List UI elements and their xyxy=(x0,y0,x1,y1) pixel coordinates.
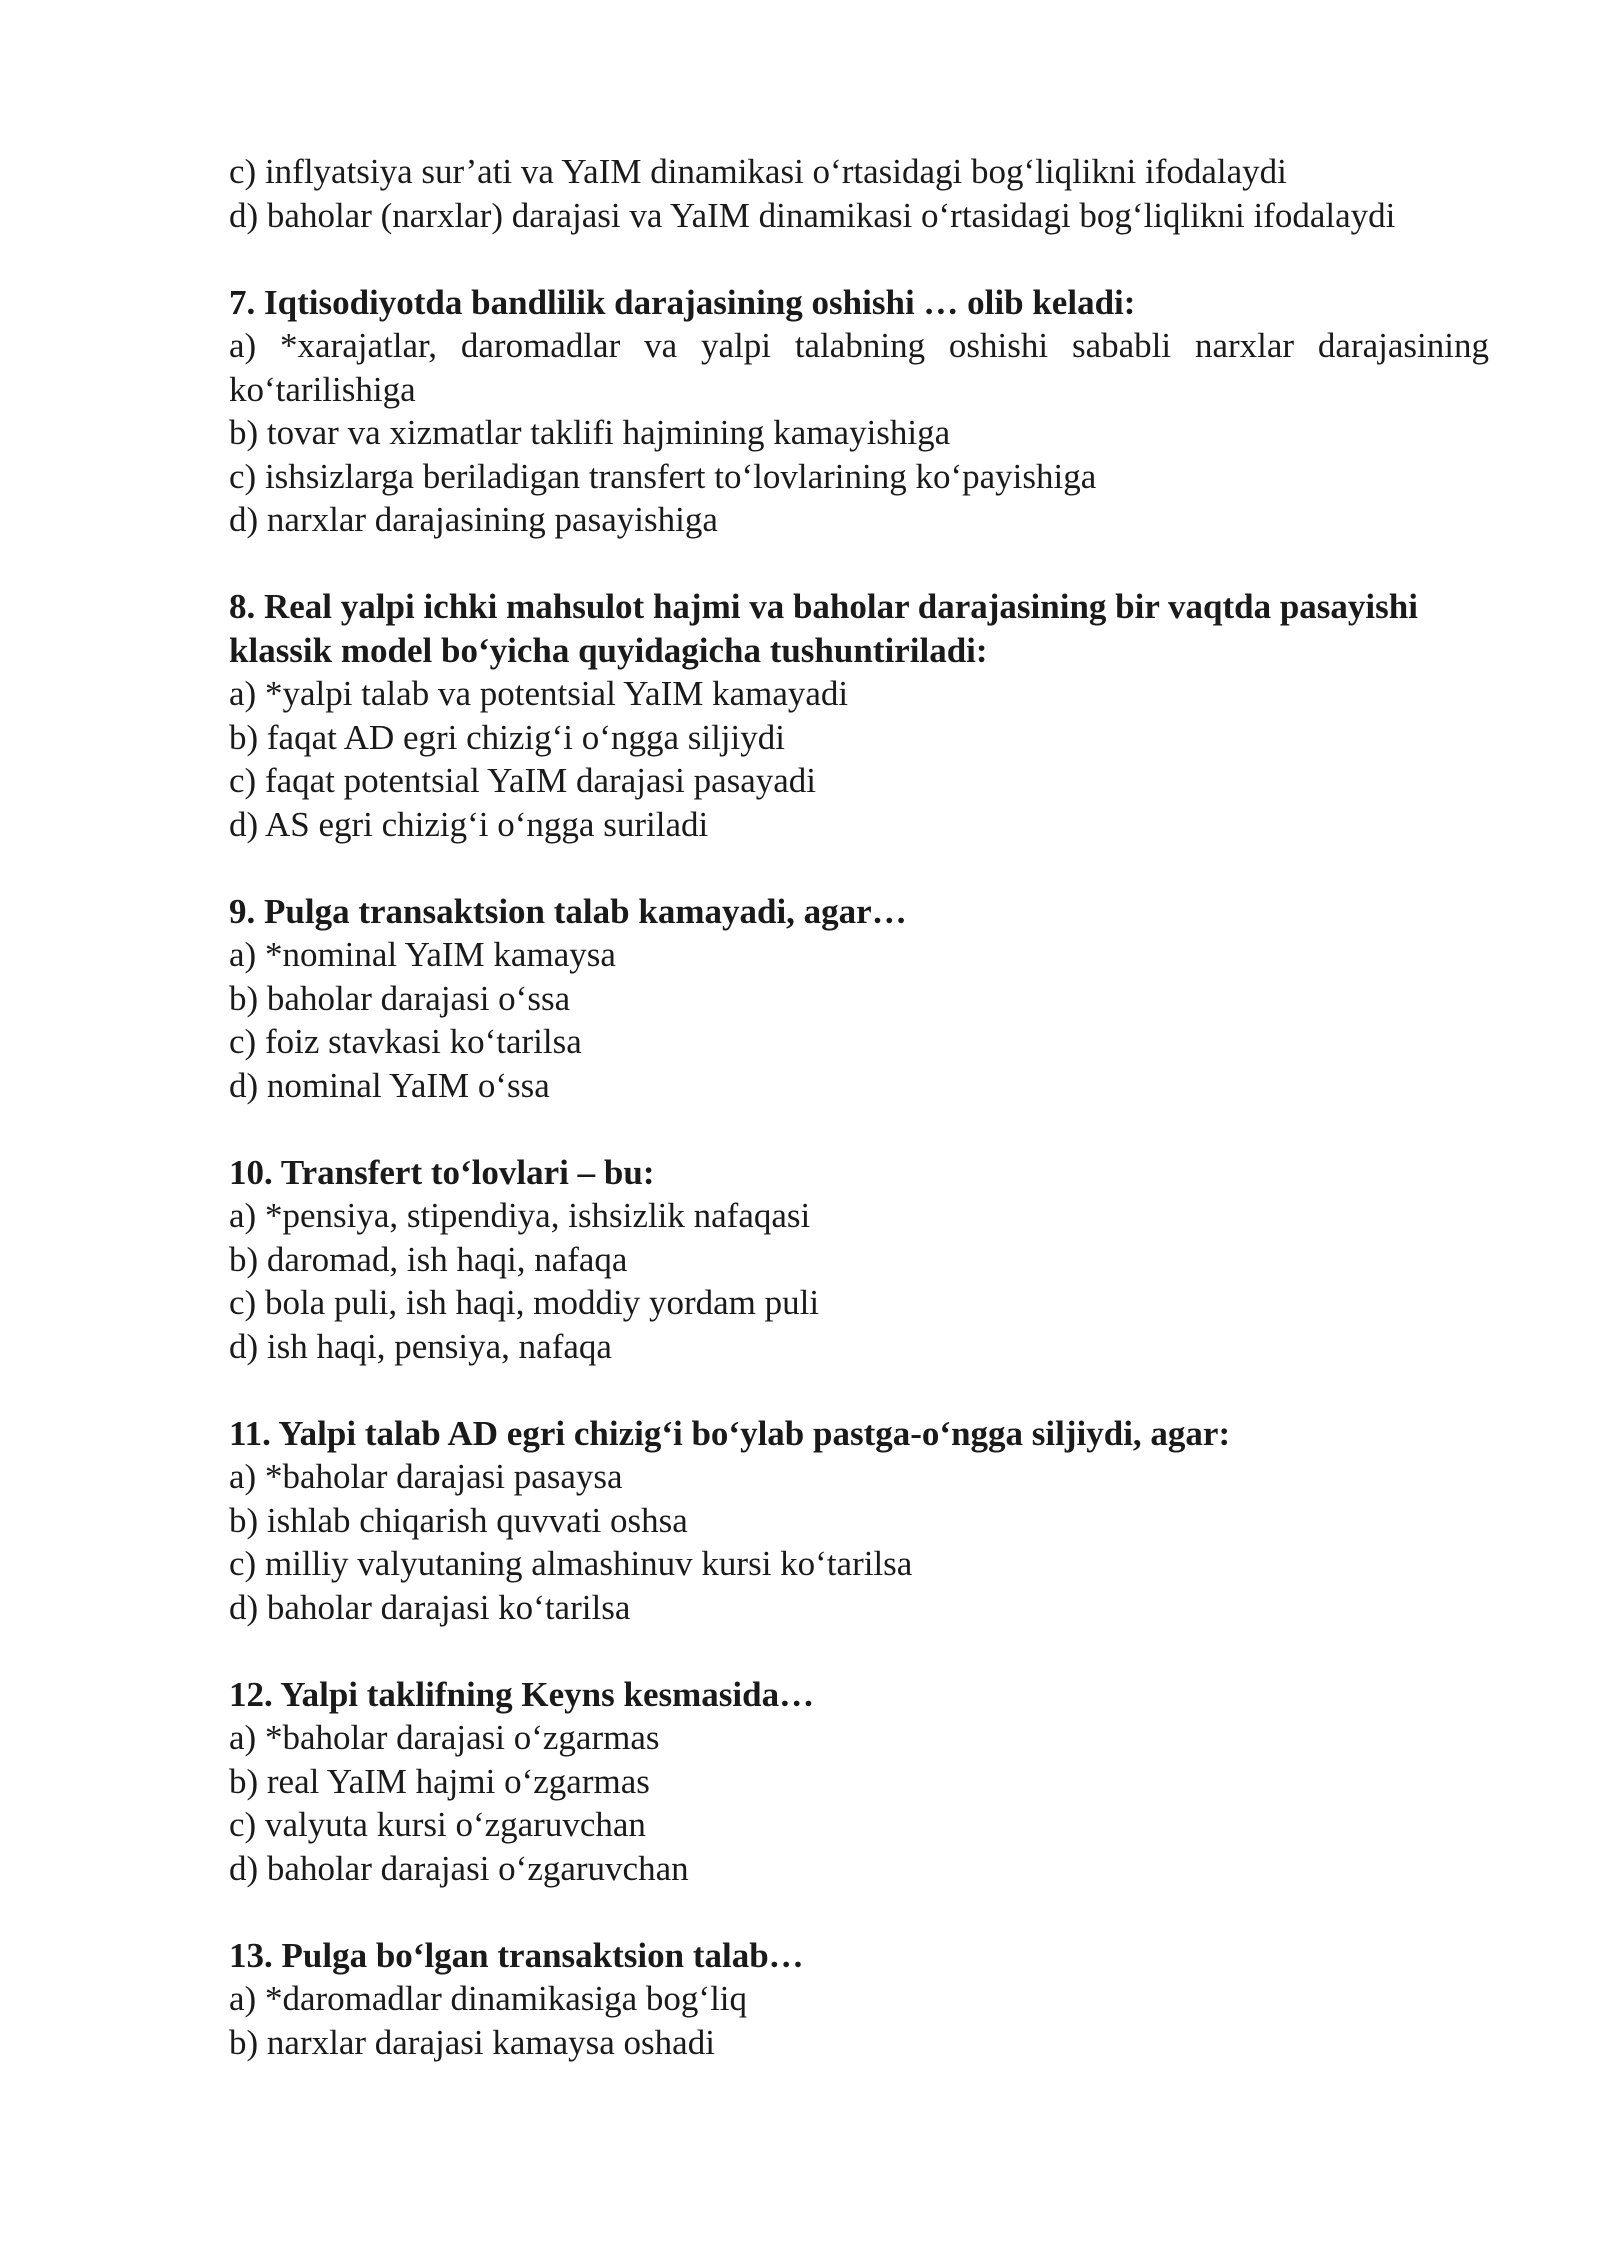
question-title: 12. Yalpi taklifning Keyns kesmasida… xyxy=(229,1674,815,1714)
answer-option: c) ishsizlarga beriladigan transfert to‘lovlarining ko‘payishiga xyxy=(229,456,1097,496)
answer-option: c) foiz stavkasi ko‘tarilsa xyxy=(229,1022,582,1061)
answer-option: b) ishlab chiqarish quvvati oshsa xyxy=(229,1500,688,1540)
answer-option: a) *daromadlar dinamikasiga bog‘liq xyxy=(229,1979,748,2018)
answer-option: a) *baholar darajasi o‘zgarmas xyxy=(229,1718,660,1757)
answer-option: c) faqat potentsial YaIM darajasi pasayadi xyxy=(229,761,817,800)
document-page xyxy=(229,150,1489,2064)
question-10 xyxy=(229,1151,1489,1369)
answer-option: b) daromad, ish haqi, nafaqa xyxy=(229,1239,628,1279)
answer-option: d) baholar (narxlar) darajasi va YaIM dinamikasi o‘rtasidagi bog‘liqlikni ifodalaydi xyxy=(229,195,1396,235)
answer-option: d) AS egri chizig‘i o‘ngga suriladi xyxy=(229,804,709,844)
answer-option: c) milliy valyutaning almashinuv kursi ko‘tarilsa xyxy=(229,1544,913,1583)
answer-option: a) *pensiya, stipendiya, ishsizlik nafaqasi xyxy=(229,1196,811,1235)
answer-option: d) ish haqi, pensiya, nafaqa xyxy=(229,1326,612,1366)
answer-option: a) *nominal YaIM kamaysa xyxy=(229,935,616,974)
question-8 xyxy=(229,585,1489,846)
question-title: 10. Transfert to‘lovlari – bu: xyxy=(229,1152,655,1192)
answer-option: d) baholar darajasi o‘zgaruvchan xyxy=(229,1848,689,1888)
answer-option: c) valyuta kursi o‘zgaruvchan xyxy=(229,1805,646,1844)
question-7 xyxy=(229,281,1489,542)
answer-option: b) baholar darajasi o‘ssa xyxy=(229,978,571,1018)
answer-option: b) narxlar darajasi kamaysa oshadi xyxy=(229,2022,715,2062)
question-title: 7. Iqtisodiyotda bandlilik darajasining oshishi … olib keladi: xyxy=(229,282,1136,322)
question-13 xyxy=(229,1934,1489,2065)
question-11 xyxy=(229,1412,1489,1630)
answer-option: c) inflyatsiya sur’ati va YaIM dinamikasi o‘rtasidagi bog‘liqlikni ifodalaydi xyxy=(229,152,1287,191)
lead-options xyxy=(229,150,1489,237)
answer-option: b) tovar va xizmatlar taklifi hajmining kamayishiga xyxy=(229,413,951,452)
question-9 xyxy=(229,890,1489,1108)
answer-option: d) baholar darajasi ko‘tarilsa xyxy=(229,1587,631,1627)
answer-option: d) nominal YaIM o‘ssa xyxy=(229,1065,550,1105)
question-12 xyxy=(229,1673,1489,1891)
answer-option: b) faqat AD egri chizig‘i o‘ngga siljiydi xyxy=(229,717,785,757)
question-title: 11. Yalpi talab AD egri chizig‘i bo‘ylab pastga-o‘ngga siljiydi, agar: xyxy=(229,1413,1231,1453)
question-title: 9. Pulga transaktsion talab kamayadi, agar… xyxy=(229,891,907,931)
question-title: 13. Pulga bo‘lgan transaktsion talab… xyxy=(229,1935,804,1975)
answer-option: a) *xarajatlar, daromadlar va yalpi talabning oshishi sababli narxlar darajasining ko‘tarilishiga xyxy=(229,326,1489,409)
answer-option: c) bola puli, ish haqi, moddiy yordam puli xyxy=(229,1283,820,1322)
answer-option: a) *yalpi talab va potentsial YaIM kamayadi xyxy=(229,674,849,713)
answer-option: b) real YaIM hajmi o‘zgarmas xyxy=(229,1761,650,1801)
answer-option: a) *baholar darajasi pasaysa xyxy=(229,1457,623,1496)
question-title: 8. Real yalpi ichki mahsulot hajmi va baholar darajasining bir vaqtda pasayishi klassik model bo‘yicha quyidagicha tushuntiriladi: xyxy=(229,587,1418,670)
answer-option: d) narxlar darajasining pasayishiga xyxy=(229,500,718,539)
